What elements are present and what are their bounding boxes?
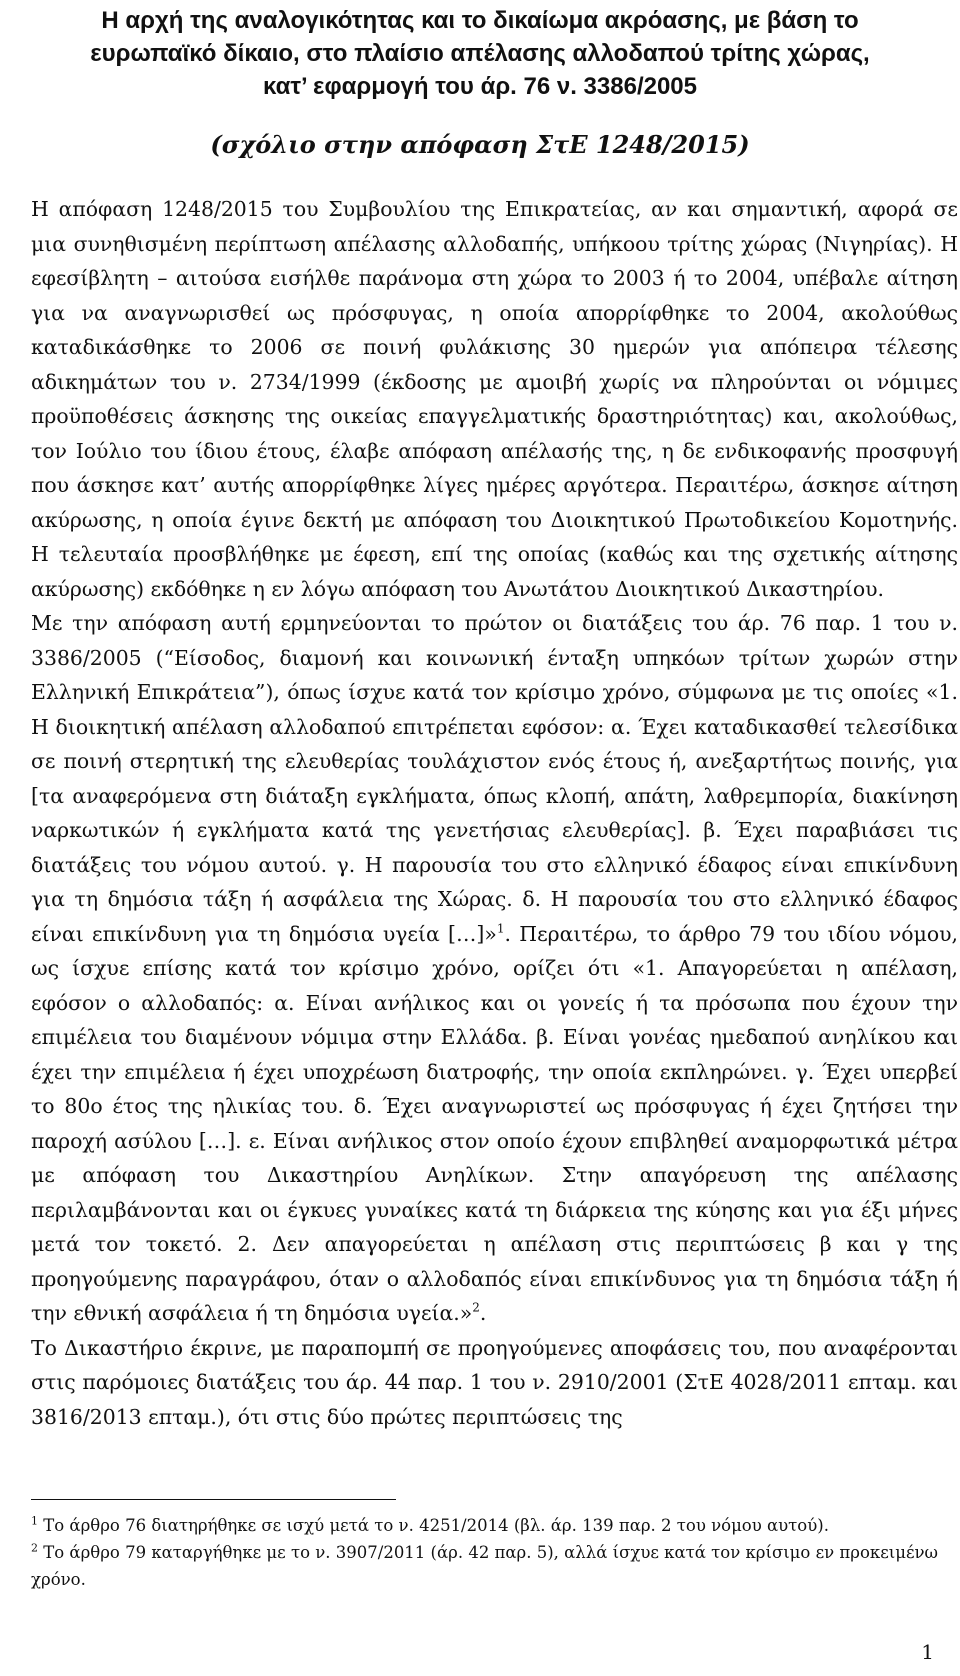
footnote-ref-2: 2 [472,1300,480,1315]
document-body [31,192,958,1434]
body-paragraph-2 [31,606,958,1331]
footnote-2 [31,1539,958,1593]
document-title [34,4,926,103]
paragraph-2-part-a: Με την απόφαση αυτή ερμηνεύονται το πρώτον οι διατάξεις του άρ. 76 παρ. 1 του ν. 3386/2005 (“Είσοδος, διαμονή και κοινωνική ένταξη υπηκόων τρίτων χωρών στην Ελληνική Επικράτεια”), όπως ίσχυε κατά τον κρίσιμο χρόνο, σύμφωνα με τις οποίες «1. Η διοικητική απέλαση αλλοδαπού επιτρέπεται εφόσον: α. Έχει καταδικασθεί τελεσίδικα σε ποινή στερητική της ελευθερίας τουλάχιστον ενός έτους ή, ανεξαρτήτως ποινής, για [τα αναφερόμενα στη διάταξη εγκλήματα, όπως κλοπή, απάτη, λαθρεμπορία, διακίνηση ναρκωτικών ή εγκλήματα κατά της γενετήσιας ελευθερίας]. β. Έχει παραβιάσει τις διατάξεις του νόμου αυτού. γ. Η παρουσία του στο ελληνικό έδαφος είναι επικίνδυνη για τη δημόσια τάξη ή ασφάλεια της Χώρας. δ. Η παρουσία του στο ελληνικό έδαφος είναι επικίνδυνη για τη δημόσια υγεία […]» [31,611,958,946]
footnote-marker: 1 [31,1514,38,1528]
page-number: 1 [921,1640,934,1664]
title-line-2: ευρωπαϊκό δίκαιο, στο πλαίσιο απέλασης αλλοδαπού τρίτης χώρας, [90,40,870,67]
paragraph-2-part-c: . [479,1301,487,1325]
footnote-1 [31,1512,958,1539]
footnote-text: Το άρθρο 79 καταργήθηκε με το ν. 3907/2011 (άρ. 42 παρ. 5), αλλά ίσχυε κατά τον κρίσιμο εν προκειμένω χρόνο. [31,1543,938,1589]
footnotes [31,1512,958,1593]
paragraph-2-part-b: . Περαιτέρω, το άρθρο 79 του ιδίου νόμου, ως ίσχυε επίσης κατά τον κρίσιμο χρόνο, ορίζει ότι «1. Απαγορεύεται η απέλαση, εφόσον ο αλλοδαπός: α. Είναι ανήλικος και οι γονείς ή τα πρόσωπα που έχουν την επιμέλεια του διαμένουν νόμιμα στην Ελλάδα. β. Είναι γονέας ημεδαπού ανηλίκου και έχει την επιμέλεια ή έχει υποχρέωση διατροφής, την οποία εκπληρώνει. γ. Έχει υπερβεί το 80ο έτος της ηλικίας του. δ. Έχει αναγνωριστεί ως πρόσφυγας ή έχει ζητήσει την παροχή ασύλου […]. ε. Είναι ανήλικος στον οποίο έχουν επιβληθεί αναμορφωτικά μέτρα με απόφαση του Δικαστηρίου Ανηλίκων. Στην απαγόρευση της απέλασης περιλαμβάνονται και οι έγκυες γυναίκες κατά τη διάρκεια της κύησης και για έξι μήνες μετά τον τοκετό. 2. Δεν απαγορεύεται η απέλαση στις περιπτώσεις β και γ της προηγούμενης παραγράφου, όταν ο αλλοδαπός είναι επικίνδυνος για τη δημόσια τάξη ή την εθνική ασφάλεια ή τη δημόσια υγεία.» [31,921,958,1325]
title-line-1: Η αρχή της αναλογικότητας και το δικαίωμα ακρόασης, με βάση το [101,7,859,34]
footnote-marker: 2 [31,1541,38,1555]
footnote-separator [31,1499,396,1500]
title-line-3: κατ’ εφαρμογή του άρ. 76 ν. 3386/2005 [262,73,697,100]
document-subtitle: (σχόλιο στην απόφαση ΣτΕ 1248/2015) [210,130,750,159]
footnote-text: Το άρθρο 76 διατηρήθηκε σε ισχύ μετά το ν. 4251/2014 (βλ. άρ. 139 παρ. 2 του νόμου αυτού). [38,1516,829,1535]
footnote-ref-1: 1 [496,921,505,936]
body-paragraph-3: Το Δικαστήριο έκρινε, με παραπομπή σε προηγούμενες αποφάσεις του, που αναφέρονται στις παρόμοιες διατάξεις του άρ. 44 παρ. 1 του ν. 2910/2001 (ΣτΕ 4028/2011 επταμ. και 3816/2013 επταμ.), ότι στις δύο πρώτες περιπτώσεις της [31,1335,958,1429]
body-paragraph-1: Η απόφαση 1248/2015 του Συμβουλίου της Επικρατείας, αν και σημαντική, αφορά σε μια συνηθισμένη περίπτωση απέλασης αλλοδαπής, υπήκοου τρίτης χώρας (Νιγηρίας). Η εφεσίβλητη – αιτούσα εισήλθε παράνομα στη χώρα το 2003 ή το 2004, υπέβαλε αίτηση για να αναγνωρισθεί ως πρόσφυγας, η οποία απορρίφθηκε το 2004, ακολούθως καταδικάσθηκε το 2006 σε ποινή φυλάκισης 30 ημερών για απόπειρα τέλεσης αδικημάτων του ν. 2734/1999 (έκδοσης με αμοιβή χωρίς να πληρούνται οι νόμιμες προϋποθέσεις άσκησης της οικείας επαγγελματικής δραστηριότητας) και, ακολούθως, τον Ιούλιο του ίδιου έτους, έλαβε απόφαση απέλασής της, η δε ενδικοφανής προσφυγή που άσκησε κατ’ αυτής απορρίφθηκε λίγες ημέρες αργότερα. Περαιτέρω, άσκησε αίτηση ακύρωσης, η οποία έγινε δεκτή με απόφαση του Διοικητικού Πρωτοδικείου Κομοτηνής. Η τελευταία προσβλήθηκε με έφεση, επί της οποίας (καθώς και της σχετικής αίτησης ακύρωσης) εκδόθηκε η εν λόγω απόφαση του Ανωτάτου Διοικητικού Δικαστηρίου. [31,197,958,601]
